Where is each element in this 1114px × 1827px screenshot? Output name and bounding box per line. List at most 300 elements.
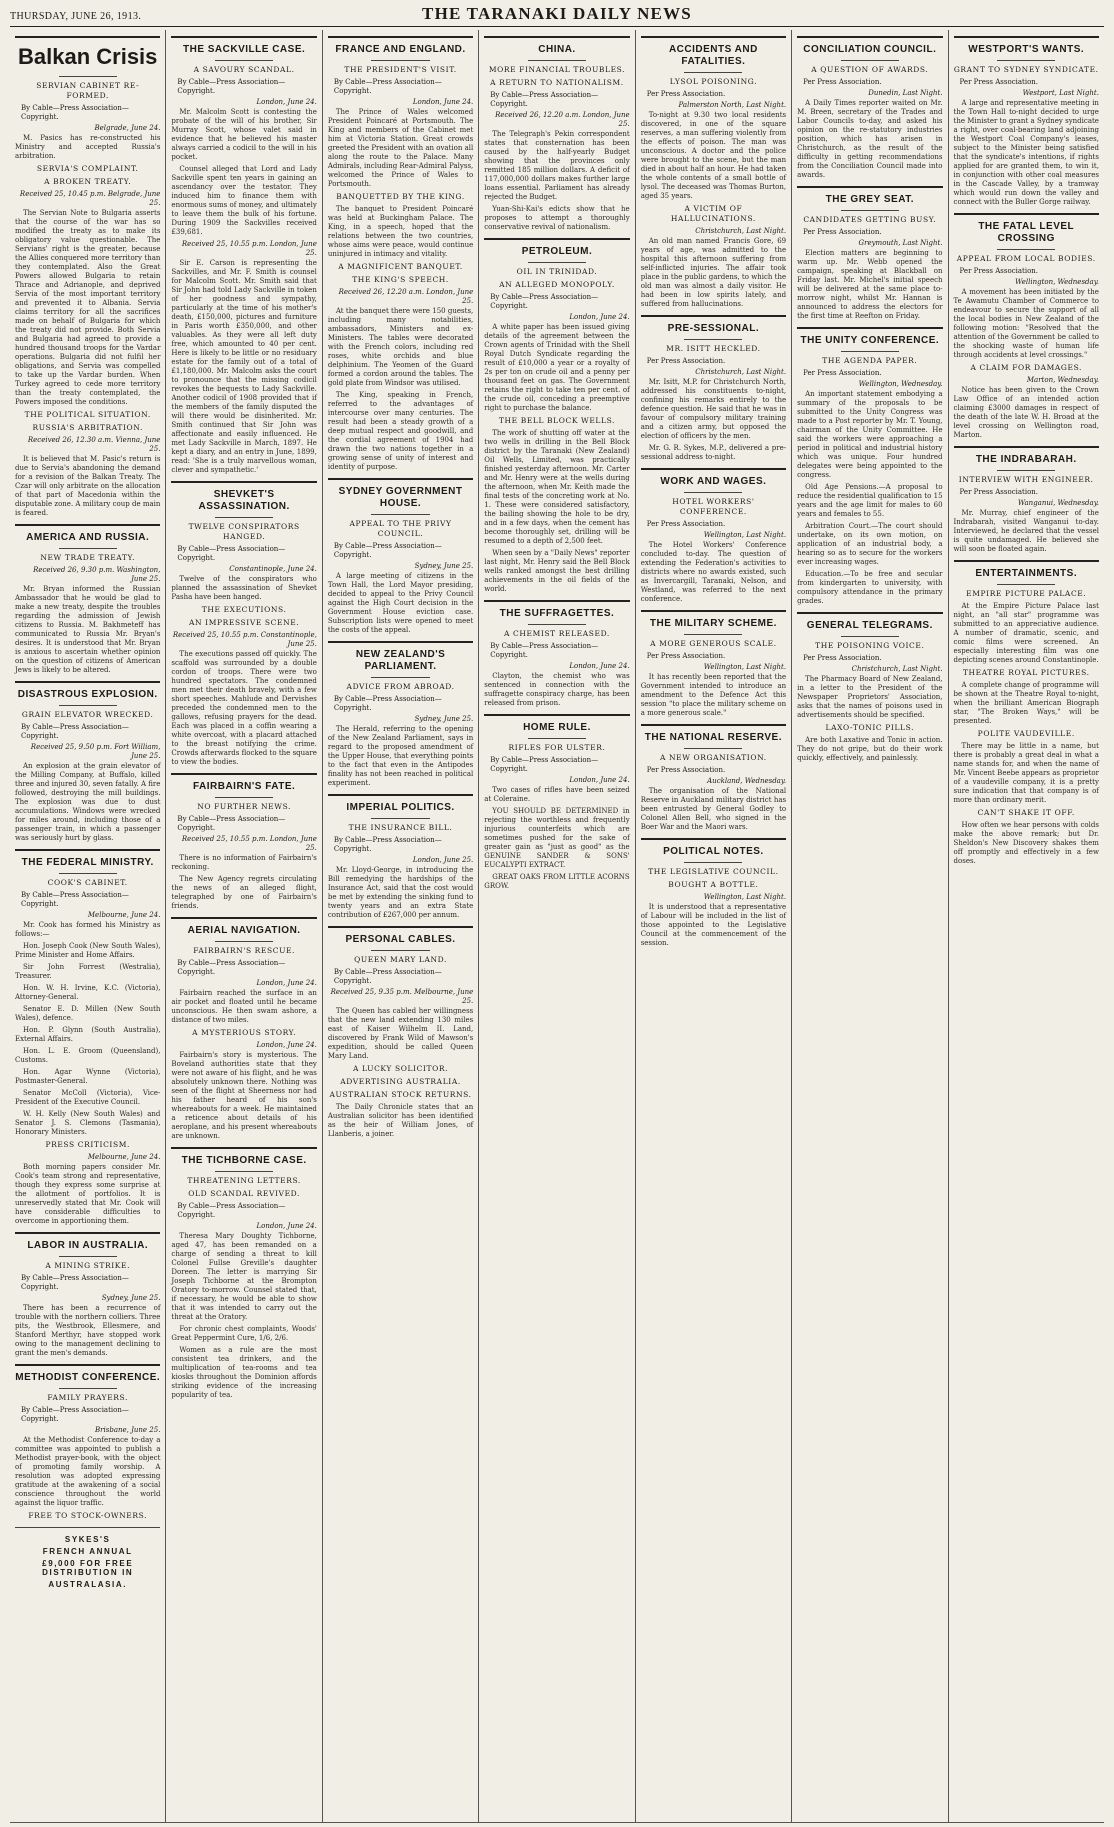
article-dateline: Brisbane, June 25.: [95, 1426, 161, 1434]
ad-line: £9,000 FOR FREE DISTRIBUTION IN: [42, 1559, 134, 1577]
article: [484, 714, 629, 891]
article-dateline: Christchurch, Last Night.: [695, 227, 787, 235]
article-paragraph: Election matters are beginning to warm up. Mr. Webb opened the campaign, speaking at Blackball on Friday last. Mr. Michel's initial speech will be delivered at the same place to-morrow night, whilst Mr. Hannan is announced to address the electors for the first time at Reefton on Friday.: [797, 249, 943, 320]
article: [15, 36, 160, 161]
headline-rule: [528, 60, 586, 61]
article-paragraph: It is understood that a representative of Labour will be included in the list of those appointed to the Legislative Council at the commencement of the session.: [640, 903, 787, 947]
article-paragraph: An important statement embodying a summary of the proposals to be submitted to the Unity Congress was made to a Post reporter by Mr. T. Young, chairman of the Unity Committee. He said the workers were approaching a period in political and industrial history which was unique. Four hundred delegates were being appointed to the congress.: [797, 390, 943, 479]
article-paragraph: Hon. W. H. Irvine, K.C. (Victoria), Attorney-General.: [15, 984, 161, 1001]
article-headline: THE NATIONAL RESERVE.: [644, 732, 782, 743]
article-byline: Per Press Association.: [646, 766, 726, 774]
column-rule: [171, 1147, 316, 1149]
column-rule: [171, 917, 316, 919]
article-paragraph: Senator E. D. Millen (New South Wales), defence.: [15, 1005, 161, 1022]
article-headline: Balkan Crisis: [18, 44, 158, 69]
article-subhead: OIL IN TRINIDAD.: [516, 267, 598, 276]
article-paragraph: Mr. Murray, chief engineer of the Indrabarah, visited Wanganui to-day. Interviewed, he declared that the vessel is quite undamaged. He believed she will soon be floated again.: [953, 509, 1099, 553]
column-rule: [15, 1232, 160, 1234]
column-rule: [641, 838, 786, 840]
article-dateline: London, June 24.: [569, 313, 630, 321]
article-paragraph: Arbitration Court.—The court should undertake, on its own motion, on application of an industrial body, a hearing so as to secure for the workers ever increasing wages.: [797, 522, 943, 566]
article-paragraph: The Hotel Workers' Conference concluded to-day. The question of extending the Federation's activities to districts where no awards existed, such as Invercargill, Taranaki, Nelson, and Westland, was referred to the next conference.: [640, 541, 787, 603]
article-headline: THE MILITARY SCHEME.: [649, 618, 777, 629]
article-headline: NEW ZEALAND'S PARLIAMENT.: [355, 649, 446, 672]
headline-rule: [59, 873, 117, 874]
article-subhead: THE POISONING VOICE.: [815, 641, 925, 650]
article: [171, 773, 316, 911]
article-dateline: Westport, Last Night.: [1022, 89, 1099, 97]
article-paragraph: Women as a rule are the most consistent tea drinkers, and the multiplication of tea-rooms and tea kiosks throughout the Dominion affords striking evidence of the increasing popularity of tea.: [171, 1346, 317, 1399]
article-subhead: COOK'S CABINET.: [47, 878, 128, 887]
article-paragraph: Sir E. Carson is representing the Sackvilles, and Mr. F. Smith is counsel for Malcolm Scott. Mr. Smith said that Sir John had told Lady Sackville in token of her goodness and sympathy, particularly at the time of his mother's death, £150,000, pictures and furniture in Paris worth £350,000, and other valuables. As they were all left duty free, which amounted to 40 per cent. Here is likely to be little or no residuary estate for the family out of a total of £1,180,000. Mr. Malcolm asks the court to pronounce that the missing codicil revokes the bequests to Lady Sackville. Another codicil of 1908 provided that if the members of the family disputed the will there would be disinherited. Mr. Smith continued that Sir John was affectionate and easily influenced. He met Lady Sackville in March, 1897. He kept a diary, and an entry in June, 1899, read: 'She is a truly marvellous woman, clever and sympathetic.': [171, 259, 317, 474]
article-paragraph: Old Age Pensions.—A proposal to reduce the residential qualification to 15 years and the age limit for males to 60 years and females to 55.: [797, 483, 943, 518]
column-rule: [328, 794, 473, 796]
article-paragraph: Twelve of the conspirators who planned the assassination of Shevket Pasha have been hanged.: [171, 575, 317, 601]
article-paragraph: The Servian Note to Bulgaria asserts that the course of the war has so modified the treaty as to make its obligatory value questionable. The Servians' right is the greater, because the Allies conquered more territory than they contemplated. Also the Great Powers allowed Bulgaria to retain Thrace and Adrianople, and deprived Servia of the most important territory and prevented it to Albania. Servia claims territory for all the sacrifices made on behalf of Bulgaria for which the treaty did not provide. Both Servia and Bulgaria had agreed to provide a hundred thousand troops for the Vardar operations. Bulgaria did not fulfil her obligations, and Servia was compelled to take up the Vardar burden. When Turkey agreed to cede more territory than the treaty contemplated, the Powers imposed the conditions.: [15, 209, 161, 406]
article-headline: THE SUFFRAGETTES.: [499, 608, 615, 619]
headline-rule: [684, 72, 742, 73]
column-2: [166, 30, 322, 1822]
article-subhead: EMPIRE PICTURE PALACE.: [966, 589, 1087, 598]
article-subhead: TWELVE CONSPIRATORS HANGED.: [188, 522, 300, 541]
article-subhead: POLITE VAUDEVILLE.: [977, 729, 1075, 738]
article-byline: By Cable—Press Association—Copyright.: [177, 545, 286, 562]
article-subhead: A MORE GENEROUS SCALE.: [650, 639, 777, 648]
column-rule: [797, 36, 942, 38]
article-paragraph: It is believed that M. Pasic's return is due to Servia's abandoning the demand for a revision of the Balkan Treaty. The Czar will only arbitrate on the allocation of that part of Macedonia within the disputable zone. A military coup de main is feared.: [15, 455, 161, 517]
column-rule: [641, 468, 786, 470]
article-dateline: Received 26, 12.30 a.m. Vienna, June 25.: [27, 436, 161, 453]
article-paragraph: Hon. Agar Wynne (Victoria), Postmaster-General.: [15, 1068, 161, 1085]
article-paragraph: Yuan-Shi-Kai's edicts show that he proposes to attempt a thoroughly conservative revival of nationalism.: [484, 205, 630, 231]
article: [171, 481, 316, 602]
column-rule: [641, 315, 786, 317]
column-rule: [954, 446, 1099, 448]
article-dateline: Greymouth, Last Night.: [858, 239, 943, 247]
article: [15, 1511, 160, 1589]
article: [954, 363, 1099, 440]
article-headline: POLITICAL NOTES.: [663, 846, 764, 857]
article-paragraph: Education.—To be free and secular from kindergarten to university, with compulsory attendance in the primary grades.: [797, 570, 943, 605]
article-paragraph: The executions passed off quickly. The scaffold was surrounded by a double cordon of troops. There were two hundred spectators. The condemned men met their death bravely, with a few short speeches. Mahlude and Dervishes preceded the condemned men to the gallows, refusing prayers for the dead. Each was placed in a coffin wearing a white overcoat, with a placard attached to the breast notifying the crime. Crowds afterwards flocked to the square to view the bodies.: [171, 650, 317, 766]
article-headline: THE FATAL LEVEL CROSSING: [978, 221, 1075, 244]
article-subhead: THE LEGISLATIVE COUNCIL.: [648, 867, 779, 876]
article-subhead: A CLAIM FOR DAMAGES.: [970, 363, 1083, 372]
article-paragraph: Mr. Isitt, M.P. for Christchurch North, addressed his constituents to-night, confining his remarks entirely to the defence question. He said that he was in favour of compulsory military training and a citizen army, but opposed the election of officers by the men.: [640, 378, 787, 440]
column-rule: [797, 612, 942, 614]
columns: [10, 30, 1104, 1823]
article-dateline: Christchurch, Last Night.: [695, 368, 787, 376]
article-subhead: FAIRBAIRN'S RESCUE.: [193, 946, 296, 955]
article-paragraph: Both morning papers consider Mr. Cook's team strong and representative, though they express some surprise at the allotment of portfolios. It is unreservedly stated that Mr. Cook will have considerable difficulties to overcome in apportioning them.: [15, 1163, 161, 1225]
headline-rule: [215, 941, 273, 942]
article-dateline: Received 26, 9.30 p.m. Washington, June 25.: [33, 566, 161, 583]
article-subhead: PRESS CRITICISM.: [45, 1140, 130, 1149]
article-paragraph: GREAT OAKS FROM LITTLE ACORNS GROW.: [484, 873, 630, 890]
article-byline: By Cable—Press Association—Copyright.: [21, 891, 129, 908]
article-dateline: Wellington, Last Night.: [703, 663, 787, 671]
headline-rule: [215, 797, 273, 798]
article-headline: GENERAL TELEGRAMS.: [806, 620, 933, 631]
headline-rule: [371, 677, 429, 678]
article-subhead: A MYSTERIOUS STORY.: [192, 1028, 297, 1037]
article-byline: By Cable—Press Association—Copyright.: [490, 293, 599, 310]
article-headline: PETROLEUM.: [521, 246, 593, 257]
article-byline: By Cable—Press Association—Copyright.: [333, 78, 442, 95]
column-rule: [484, 238, 629, 240]
article-byline: Per Press Association.: [959, 78, 1039, 86]
headline-rule: [841, 636, 899, 637]
article-subhead: RUSSIA'S ARBITRATION.: [32, 423, 143, 432]
article: [171, 240, 316, 475]
article-subhead: THE KING'S SPEECH.: [352, 275, 449, 284]
article-byline: By Cable—Press Association—Copyright.: [490, 756, 599, 773]
article: [954, 560, 1099, 665]
article-subhead: A LUCKY SOLICITOR.: [353, 1064, 449, 1073]
article-byline: Per Press Association.: [646, 357, 726, 365]
article-paragraph: A complete change of programme will be shown at the Theatre Royal to-night, when the brilliant American Biograph star, "The Broken Ways," will be presented.: [953, 681, 1099, 725]
article-headline: THE UNITY CONFERENCE.: [800, 335, 940, 346]
article-paragraph: Sir John Forrest (Westralia), Treasurer.: [15, 963, 161, 980]
article: [171, 917, 316, 1025]
article-subhead: SERVIAN CABINET RE-FORMED.: [36, 81, 140, 100]
article-byline: By Cable—Press Association—Copyright.: [333, 836, 442, 853]
article: [484, 238, 629, 413]
article-dateline: Received 25, 10.45 p.m. Belgrade, June 25.: [19, 190, 161, 207]
article-byline: Per Press Association.: [803, 228, 882, 236]
article-dateline: Received 25, 10.55 p.m. London, June 25.: [181, 835, 317, 852]
article-dateline: London, June 24.: [256, 979, 317, 987]
article-subhead: THE EXECUTIONS.: [201, 605, 287, 614]
article-paragraph: At the Empire Picture Palace last night, an "all star" programme was submitted to an appreciative audience. A number of dramatic, scenic, and comic films were screened. An especially interesting film was one depicting scenes around Constantinople.: [953, 602, 1099, 664]
article-subhead: THE INSURANCE BILL.: [348, 823, 453, 832]
article-dateline: Received 25, 9.35 p.m. Melbourne, June 25.: [330, 988, 474, 1005]
article: [171, 36, 316, 237]
masthead: [10, 4, 1104, 27]
article-paragraph: Mr. Bryan informed the Russian Ambassador that he would be glad to make a new treaty, despite the troubles regarding the admission of Jewish citizens to Russia. M. Bakhmeteff has communicated to Russia Mr. Bryan's desires. It is understood that Mr. Bryan is anxious to ascertain whether opinion on the question of citizens of American Jews is likely to be altered.: [15, 585, 161, 674]
headline-rule: [684, 339, 742, 340]
article-paragraph: At the Methodist Conference to-day a committee was appointed to publish a Methodist prayer-book, with the object of promoting family worship. A resolution was adopted expressing gratitude at the awakening of a social conscience throughout the world against the liquor traffic.: [15, 1436, 161, 1507]
article: [15, 524, 160, 675]
column-rule: [328, 478, 473, 480]
article-subhead: APPEAL TO THE PRIVY COUNCIL.: [349, 519, 452, 538]
article-byline: By Cable—Press Association—Copyright.: [21, 1406, 129, 1423]
article-subhead: THE POLITICAL SITUATION.: [24, 410, 151, 419]
headline-rule: [841, 210, 899, 211]
article-subhead: ADVERTISING AUSTRALIA.: [340, 1077, 461, 1086]
ad-line: AUSTRALASIA.: [48, 1580, 128, 1589]
article-paragraph: The banquet to President Poincaré was held at Buckingham Palace. The King, in a speech, hoped that the relations between the two countries, whose aims were peace, would continue uninjured in intimacy and vitality.: [327, 205, 474, 258]
article-headline: CONCILIATION COUNCIL.: [803, 44, 937, 55]
article-subhead: FAMILY PRAYERS.: [47, 1393, 128, 1402]
article-subhead: A QUESTION OF AWARDS.: [811, 65, 929, 74]
article-paragraph: The Daily Chronicle states that an Australian solicitor has been identified as the heir of William Jones, of Llanberis, a joiner.: [327, 1103, 474, 1138]
column-rule: [328, 641, 473, 643]
article: [797, 612, 942, 720]
column-rule: [15, 36, 160, 38]
headline-rule: [684, 492, 742, 493]
article-dateline: Received 26, 12.20 a.m. London, June 25.: [495, 111, 630, 128]
column-rule: [15, 1364, 160, 1366]
article-subhead: THEATRE ROYAL PICTURES.: [962, 668, 1090, 677]
article-subhead: OLD SCANDAL REVIVED.: [188, 1189, 300, 1198]
article: [15, 1140, 160, 1226]
article-paragraph: Are both Laxative and Tonic in action. They do not gripe, but do their work quickly, effectively, and painlessly.: [797, 736, 943, 762]
article-paragraph: The Prince of Wales welcomed President Poincaré at Portsmouth. The King and members of the Cabinet met him at Victoria Station. Great crowds greeted the President with an ovation all along the route to the Palace. Many Admirals, including Rear-Admiral Palyss, welcomed the Prince of Wales to Portsmouth.: [327, 108, 474, 188]
article-headline: SHEVKET'S ASSASSINATION.: [198, 489, 290, 512]
headline-rule: [841, 60, 899, 61]
article-dateline: Sydney, June 25.: [414, 715, 474, 723]
headline-rule: [371, 514, 429, 515]
article-subhead: CAN'T SHAKE IT OFF.: [977, 808, 1075, 817]
article-byline: By Cable—Press Association—Copyright.: [490, 91, 599, 108]
article-byline: Per Press Association.: [646, 520, 726, 528]
column-rule: [171, 36, 316, 38]
article-subhead: FREE TO STOCK-OWNERS.: [28, 1511, 148, 1520]
article-subhead: CANDIDATES GETTING BUSY.: [803, 215, 937, 224]
headline-rule: [528, 624, 586, 625]
article-paragraph: The Herald, referring to the opening of the New Zealand Parliament, says in regard to the proposed amendment of the Upper House, that everything points to the fact that even in the Antipodes finality has not been reached in political experiment.: [327, 725, 474, 787]
article-paragraph: There is no information of Fairbairn's reckoning.: [171, 854, 317, 871]
column-rule: [328, 36, 473, 38]
article-dateline: London, June 24.: [256, 98, 317, 106]
article-paragraph: The work of shutting off water at the two wells in drilling in the Bell Block district by the Taranaki (New Zealand) Oil Wells, Limited, was practically finished yesterday afternoon. Mr. Carter and Mr. Henry were at the wells during the afternoon, when Mr. Keith made the final tests of the concreting work at No. 1. These were considered satisfactory, the bailing showing the hole to be dry, and in a few days, when the cement has become thoroughly set, drilling will be resumed to a depth of 2,500 feet.: [484, 429, 630, 545]
article-paragraph: An old man named Francis Gore, 69 years of age, was admitted to the hospital this afternoon suffering from self-inflicted injuries. The affair took place in the public gardens, to which the old man was almost a daily visitor. He had been in low spirits lately, and suffered from hallucinations.: [640, 237, 787, 308]
article-subhead: ADVICE FROM ABROAD.: [346, 682, 455, 691]
column-rule: [954, 213, 1099, 215]
article-byline: By Cable—Press Association—Copyright.: [21, 1274, 129, 1291]
article-subhead: HOTEL WORKERS' CONFERENCE.: [672, 497, 755, 516]
article-subhead: NO FURTHER NEWS.: [197, 802, 292, 811]
article-byline: By Cable—Press Association—Copyright.: [177, 1202, 286, 1219]
article: [171, 605, 316, 767]
article: [954, 36, 1099, 207]
article-dateline: Auckland, Wednesday.: [707, 777, 787, 785]
article-byline: Per Press Association.: [803, 369, 882, 377]
article-dateline: Constantinople, June 24.: [229, 565, 317, 573]
article-byline: By Cable—Press Association—Copyright.: [490, 642, 599, 659]
article-subhead: A MAGNIFICENT BANQUET.: [338, 262, 463, 271]
article-headline: THE GREY SEAT.: [825, 194, 914, 205]
article: [484, 416, 629, 594]
headline-rule: [59, 548, 117, 549]
article-headline: ACCIDENTS AND FATALITIES.: [668, 44, 758, 67]
headline-rule: [59, 1388, 117, 1389]
article-dateline: Received 25, 10.55 p.m. Constantinople, June 25.: [172, 631, 317, 648]
column-rule: [954, 560, 1099, 562]
ad-line: FRENCH ANNUAL: [42, 1547, 133, 1556]
article-headline: FRANCE AND ENGLAND.: [335, 44, 466, 55]
article-paragraph: W. H. Kelly (New South Wales) and Senator J. S. Clemons (Tasmania), Honorary Ministers.: [15, 1110, 161, 1136]
headline-rule: [215, 517, 273, 518]
article: [328, 794, 473, 920]
column-5: [636, 30, 792, 1822]
article-subhead: A SAVOURY SCANDAL.: [193, 65, 295, 74]
article-byline: By Cable—Press Association—Copyright.: [333, 695, 442, 712]
article-dateline: Wanganui, Wednesday.: [1017, 499, 1099, 507]
column-7: [949, 30, 1104, 1822]
article-byline: By Cable—Press Association—Copyright.: [177, 815, 286, 832]
article-subhead: LYSOL POISONING.: [669, 77, 758, 86]
article-paragraph: Fairbairn's story is mysterious. The Boveland authorities state that they were not aware of his flight, and he was absolutely unknown there. Nothing was seen of the flight at Sheerness nor had his father heard of his son's whereabouts for a week. He maintained a reticence about details of his aeroplane, and his present whereabouts are unknown.: [171, 1051, 317, 1140]
article: [15, 681, 160, 843]
column-rule: [797, 327, 942, 329]
article-dateline: Sydney, June 25.: [414, 562, 474, 570]
article-headline: PRE-SESSIONAL.: [667, 323, 760, 334]
headline-rule: [997, 584, 1055, 585]
column-3: [323, 30, 479, 1822]
article-subhead: LAXO-TONIC PILLS.: [825, 723, 915, 732]
column-6: [792, 30, 948, 1822]
article-subhead: GRANT TO SYDNEY SYNDICATE.: [953, 65, 1099, 74]
article-subhead: INTERVIEW WITH ENGINEER.: [958, 475, 1094, 484]
article-paragraph: A large and representative meeting in the Town Hall to-night decided to urge the Minister to grant a Sydney syndicate a right, over coal-bearing land adjoining the Westport Coal Company's leases, subject to the Minister being satisfied that the syndicate's intentions, if rights applied for are granted them, to win it, in conjunction with other coal measures in the Cascade Valley, by a tramway which would run down the valley and connect with the Buller Gorge railway.: [953, 99, 1099, 206]
article-headline: DISASTROUS EXPLOSION.: [17, 689, 158, 700]
article: [328, 36, 473, 189]
article-byline: Per Press Association.: [959, 267, 1039, 275]
column-rule: [797, 186, 942, 188]
article-paragraph: For chronic chest complaints, Woods' Great Peppermint Cure, 1/6, 2/6.: [171, 1325, 317, 1342]
column-rule: [171, 773, 316, 775]
article: [171, 1325, 316, 1400]
article-headline: PERSONAL CABLES.: [345, 934, 456, 945]
article: [328, 641, 473, 788]
article: [954, 668, 1099, 726]
article-dateline: London, June 24.: [569, 776, 630, 784]
article-paragraph: The organisation of the National Reserve in Auckland military district has been entrusted by General Godley to Colonel Allen Bell, who signed in the Boer War and the Maori wars.: [640, 787, 787, 831]
article-paragraph: Mr. Malcolm Scott is contesting the probate of the will of his brother, Sir Murray Scott, whose valet said in evidence that he believed his master always carried a codicil to the will in his pocket.: [171, 108, 317, 161]
article-byline: Per Press Association.: [646, 652, 726, 660]
article-paragraph: Senator McColl (Victoria), Vice-President of the Executive Council.: [15, 1089, 161, 1106]
article-subhead: AUSTRALIAN STOCK RETURNS.: [329, 1090, 472, 1099]
headline-rule: [59, 705, 117, 706]
article: [15, 1232, 160, 1358]
article-dateline: Wellington, Wednesday.: [858, 380, 943, 388]
headline-rule: [684, 634, 742, 635]
article-subhead: THREATENING LETTERS.: [187, 1176, 301, 1185]
column-1: [10, 30, 166, 1822]
article: [641, 204, 786, 309]
headline-rule: [997, 249, 1055, 250]
article-byline: Per Press Association.: [803, 654, 882, 662]
headline-rule: [371, 950, 429, 951]
article-dateline: Received 25, 9.50 p.m. Fort William, June 25.: [30, 743, 161, 760]
article-headline: ENTERTAINMENTS.: [975, 568, 1078, 579]
article: [15, 164, 160, 407]
article-headline: IMPERIAL POLITICS.: [346, 802, 455, 813]
article-paragraph: How often we hear persons with colds make the above remark; but Dr. Sheldon's New Discovery shakes them off promptly and effectively in a few doses.: [953, 821, 1099, 865]
article-subhead: GRAIN ELEVATOR WRECKED.: [21, 710, 154, 719]
article-subhead: A VICTIM OF HALLUCINATIONS.: [670, 204, 756, 223]
article-dateline: Melbourne, June 24.: [87, 1153, 161, 1161]
article-paragraph: When seen by a "Daily News" reporter last night, Mr. Henry said the Bell Block wells ranked amongst the best drilling achievements in the oil fields of the world.: [484, 549, 630, 593]
headline-rule: [59, 76, 117, 77]
article-subhead: A CHEMIST RELEASED.: [504, 629, 610, 638]
article: [328, 192, 473, 259]
article-paragraph: The New Agency regrets circulating the news of an alleged flight, telegraphed by one of Fairbairn's friends.: [171, 875, 317, 910]
article-headline: WORK AND WAGES.: [660, 476, 767, 487]
article-headline: FAIRBAIRN'S FATE.: [192, 781, 296, 792]
headline-rule: [528, 262, 586, 263]
article-paragraph: Notice has been given to the Crown Law Office of an intended action claiming £3000 damages in respect of the death of the late W. H. Broad at the level crossing on Wellington road, Marton.: [953, 386, 1099, 439]
article-dateline: Melbourne, June 24.: [87, 911, 161, 919]
article-subhead: MR. ISITT HECKLED.: [666, 344, 761, 353]
column-rule: [171, 481, 316, 483]
article-subhead: BOUGHT A BOTTLE.: [668, 880, 759, 889]
article-byline: Per Press Association.: [959, 488, 1039, 496]
article: [797, 186, 942, 321]
article-byline: By Cable—Press Association—Copyright.: [333, 542, 442, 559]
column-rule: [954, 36, 1099, 38]
article: [328, 926, 473, 1061]
article: [954, 808, 1099, 866]
headline-rule: [371, 818, 429, 819]
article-paragraph: Mr. Lloyd-George, in introducing the Bill remedying the hardships of the Insurance Act, said that the cost would be met by extending the sinking fund to twenty years and an extra State contribution of £267,000 per annum.: [327, 866, 474, 919]
article-headline: THE INDRABARAH.: [975, 454, 1077, 465]
article-paragraph: The Queen has cabled her willingness that the new land extending 130 miles east of Kaiser Wilhelm II. Land, discovered by Frank Wild of Mawson's expedition, should be called Queen Mary Land.: [327, 1007, 474, 1060]
article-dateline: Received 25, 10.55 p.m. London, June 25.: [181, 240, 317, 257]
article: [641, 36, 786, 201]
article-headline: WESTPORT'S WANTS.: [968, 44, 1085, 55]
column-4: [479, 30, 635, 1822]
article-subhead: NEW TRADE TREATY.: [40, 553, 136, 562]
article-byline: By Cable—Press Association—Copyright.: [177, 959, 286, 976]
article: [797, 723, 942, 763]
article: [171, 1028, 316, 1141]
article-paragraph: Fairbairn reached the surface in an air pocket and floated until he became unconscious. He then swam ashore, a distance of two miles.: [171, 989, 317, 1024]
article-subhead: A BROKEN TREATY.: [44, 177, 132, 186]
article-dateline: London, June 24.: [256, 1222, 317, 1230]
article-headline: AERIAL NAVIGATION.: [187, 925, 301, 936]
headline-rule: [997, 60, 1055, 61]
article-byline: By Cable—Press Association—Copyright.: [333, 968, 442, 985]
article-dateline: Christchurch, Last Night.: [851, 665, 943, 673]
article-headline: THE TICHBORNE CASE.: [181, 1155, 307, 1166]
article: [641, 315, 786, 462]
article: [328, 262, 473, 472]
article-byline: Per Press Association.: [646, 90, 726, 98]
article: [797, 327, 942, 606]
article-dateline: Sydney, June 25.: [101, 1294, 161, 1302]
article: [15, 1364, 160, 1508]
article-subhead: A NEW ORGANISATION.: [660, 753, 767, 762]
article-paragraph: Two cases of rifles have been seized at Coleraine.: [484, 786, 630, 803]
article-subhead: AN IMPRESSIVE SCENE.: [188, 618, 300, 627]
article-subhead: BANQUETTED BY THE KING.: [336, 192, 465, 201]
headline-rule: [841, 351, 899, 352]
article-dateline: London, June 24.: [256, 1041, 317, 1049]
headline-rule: [684, 748, 742, 749]
article-subhead: APPEAL FROM LOCAL BODIES.: [956, 254, 1096, 263]
article-subhead: THE PRESIDENT'S VISIT.: [344, 65, 457, 74]
article-paragraph: YOU SHOULD BE DETERMINED in rejecting the worthless and frequently injurious counterfeits which are sometimes pushed for the sake of greater gain as "just as good" as the GENUINE SANDER & SONS' EUCALYPTI EXTRACT.: [484, 807, 630, 869]
article-paragraph: M. Pasics has re-constructed his Ministry and accepted Russia's arbitration.: [15, 134, 161, 160]
article-headline: METHODIST CONFERENCE.: [15, 1372, 161, 1383]
article-paragraph: A white paper has been issued giving details of the agreement between the Crown agents of Trinidad with the Shell Royal Dutch Syndicate regarding the result of £10,000 a year or a royalty of 2s per ton on crude oil and a penny per thousand feet on gas. The Government retains the right to take ten per cent. of the crude oil, conceding a preemptive right to purchase the balance.: [484, 323, 630, 412]
headline-rule: [371, 60, 429, 61]
article: [328, 478, 473, 635]
headline-rule: [684, 862, 742, 863]
column-rule: [484, 714, 629, 716]
article: [641, 838, 786, 948]
column-rule: [641, 724, 786, 726]
column-rule: [15, 524, 160, 526]
newspaper-title: THE TARANAKI DAILY NEWS: [422, 4, 692, 23]
article-headline: CHINA.: [538, 44, 576, 55]
article-paragraph: A large meeting of citizens in the Town Hall, the Lord Mayor presiding, decided to appeal to the Privy Council against the High Court decision in the Government House eviction case. Subscription lists were opened to meet the costs of the appeal.: [327, 572, 474, 634]
headline-rule: [528, 738, 586, 739]
article-headline: HOME RULE.: [523, 722, 591, 733]
